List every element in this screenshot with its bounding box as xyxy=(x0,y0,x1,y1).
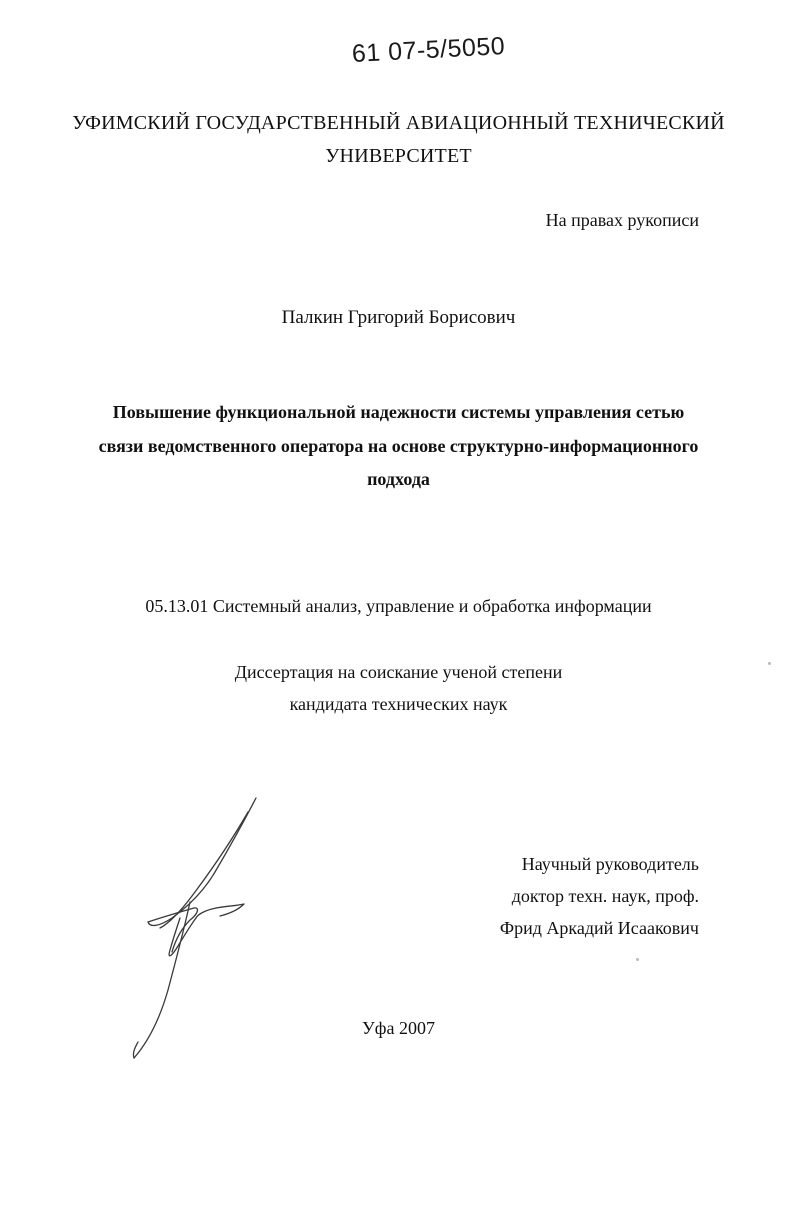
university-name-line-1: УФИМСКИЙ ГОСУДАРСТВЕННЫЙ АВИАЦИОННЫЙ ТЕХНИЧЕСКИЙ xyxy=(72,112,725,134)
specialty-code: 05.13.01 Системный анализ, управление и обработка информации xyxy=(145,596,652,616)
thesis-title-line-2: связи ведомственного оператора на основе структурно-информационного xyxy=(98,436,699,456)
scan-speck xyxy=(768,662,771,665)
author-name: Палкин Григорий Борисович xyxy=(281,307,516,328)
archive-stamp-number: 61 07-5/5050 xyxy=(351,31,506,68)
degree-statement-line-1: Диссертация на соискание ученой степени xyxy=(234,662,563,682)
city-and-year: Уфа 2007 xyxy=(362,1018,435,1038)
thesis-title-line-1: Повышение функциональной надежности системы управления сетью xyxy=(112,402,685,422)
scan-speck xyxy=(636,958,639,961)
supervisor-role: Научный руководитель xyxy=(521,854,699,874)
thesis-title-line-3: подхода xyxy=(367,469,430,489)
supervisor-name: Фрид Аркадий Исаакович xyxy=(499,918,699,938)
university-name-line-2: УНИВЕРСИТЕТ xyxy=(325,145,472,167)
manuscript-rights-note: На правах рукописи xyxy=(545,210,699,230)
degree-statement-line-2: кандидата технических наук xyxy=(289,694,508,714)
supervisor-credentials: доктор техн. наук, проф. xyxy=(511,886,699,906)
